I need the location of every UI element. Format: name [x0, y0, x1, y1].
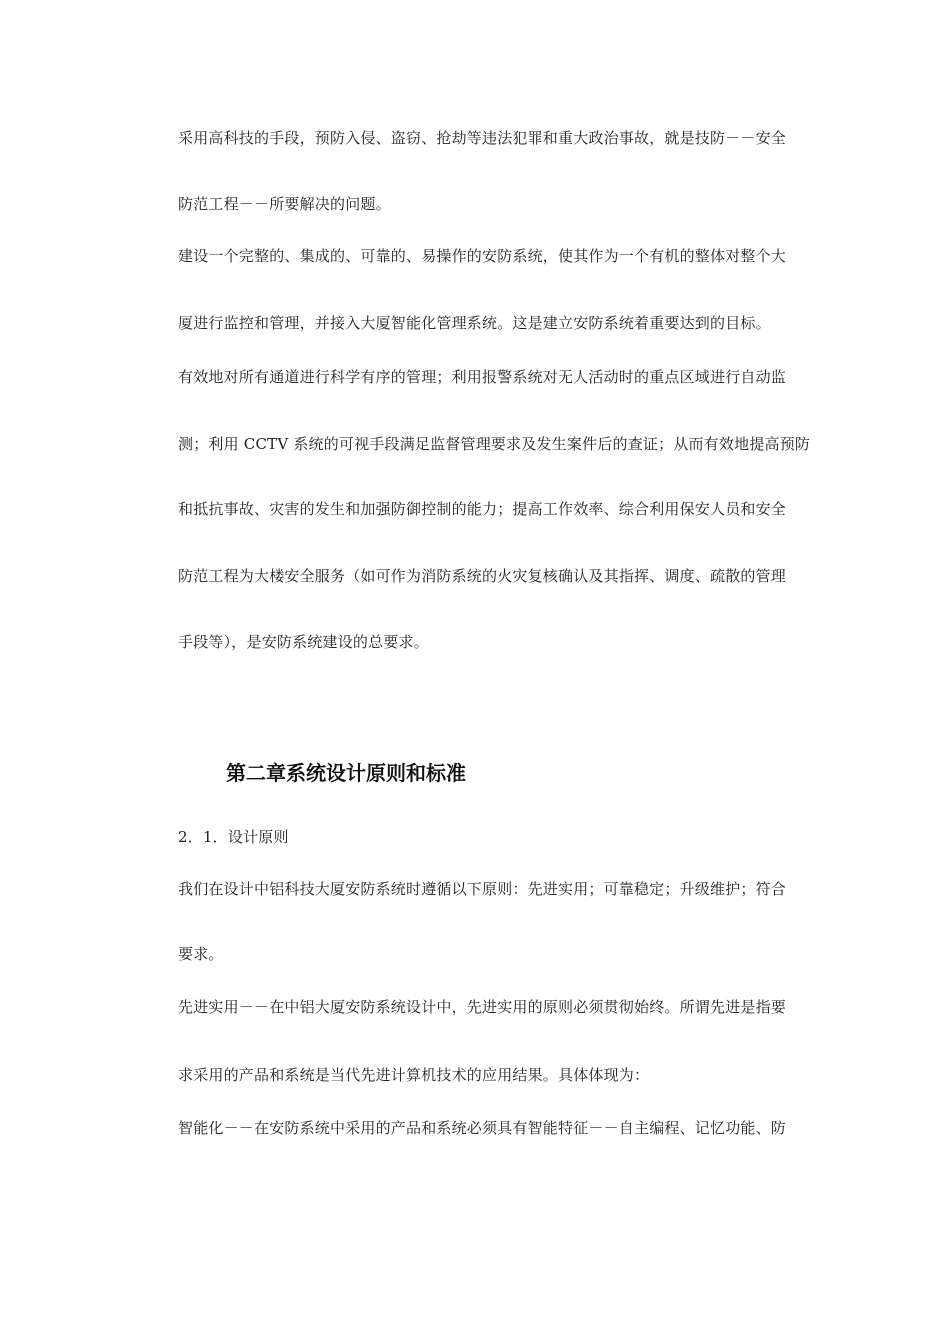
paragraph-line: 采用高科技的手段，预防入侵、盗窃、抢劫等违法犯罪和重大政治事故，就是技防－－安全 [178, 129, 787, 147]
paragraph-line: 防范工程为大楼安全服务（如可作为消防系统的火灾复核确认及其指挥、调度、疏散的管理 [178, 567, 787, 585]
paragraph-line: 先进实用－－在中铝大厦安防系统设计中，先进实用的原则必须贯彻始终。所谓先进是指要 [178, 998, 787, 1016]
paragraph-line: 有效地对所有通道进行科学有序的管理；利用报警系统对无人活动时的重点区域进行自动监 [178, 368, 787, 386]
paragraph-line: 防范工程－－所要解决的问题。 [178, 195, 391, 213]
paragraph-line: 智能化－－在安防系统中采用的产品和系统必须具有智能特征－－自主编程、记忆功能、防 [178, 1119, 787, 1137]
paragraph-line: 手段等），是安防系统建设的总要求。 [178, 633, 429, 651]
paragraph-line: 测；利用 CCTV 系统的可视手段满足监督管理要求及发生案件后的查证；从而有效地提高预防 [178, 435, 811, 453]
paragraph-line: 要求。 [178, 945, 224, 963]
chapter-heading: 第二章系统设计原则和标准 [226, 761, 466, 785]
paragraph-line: 我们在设计中铝科技大厦安防系统时遵循以下原则：先进实用；可靠稳定；升级维护；符合 [178, 880, 787, 898]
paragraph-line: 求采用的产品和系统是当代先进计算机技术的应用结果。具体体现为： [178, 1066, 650, 1084]
paragraph-line: 厦进行监控和管理，并接入大厦智能化管理系统。这是建立安防系统着重要达到的目标。 [178, 314, 771, 332]
paragraph-line: 建设一个完整的、集成的、可靠的、易操作的安防系统，使其作为一个有机的整体对整个大 [178, 247, 787, 265]
paragraph-line: 和抵抗事故、灾害的发生和加强防御控制的能力；提高工作效率、综合利用保安人员和安全 [178, 500, 787, 518]
section-number-heading: 2．1．设计原则 [178, 828, 289, 846]
